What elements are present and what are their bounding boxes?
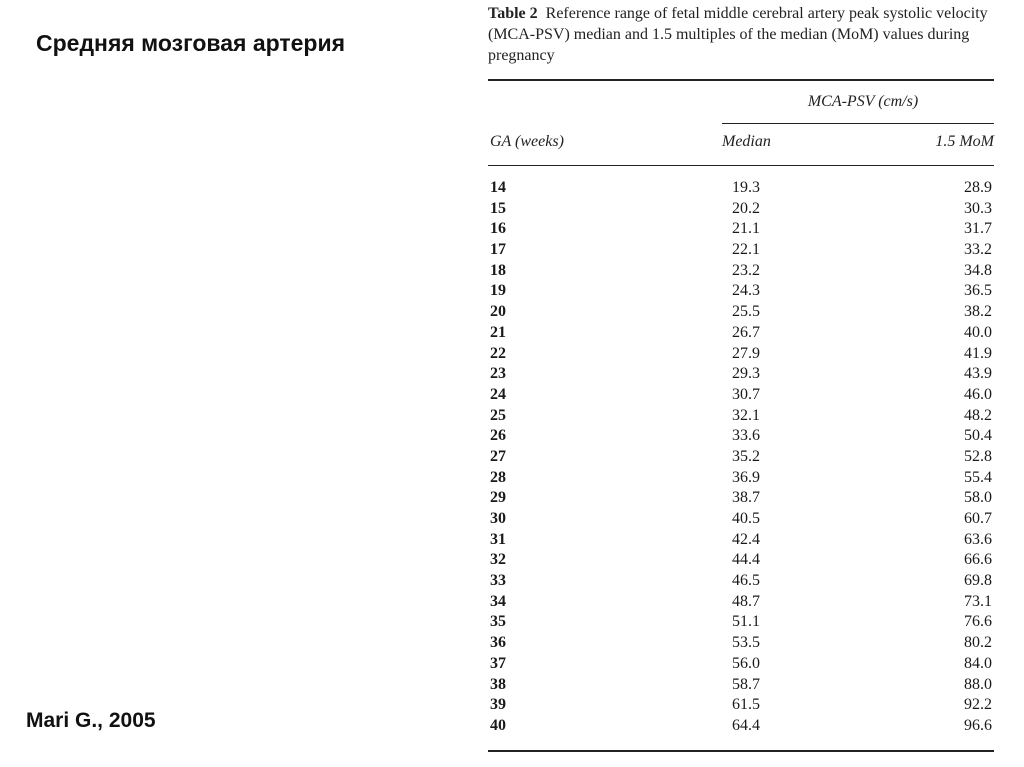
- cell-median: 24.3: [732, 282, 760, 300]
- cell-ga: 38: [490, 675, 506, 693]
- cell-ga: 18: [490, 261, 506, 279]
- cell-ga: 40: [490, 716, 506, 734]
- cell-mom: 66.6: [964, 551, 992, 569]
- citation: Mari G., 2005: [26, 709, 156, 732]
- table-row: [488, 695, 994, 716]
- table-caption-text: Reference range of fetal middle cerebral artery peak systolic velocity (MCA-PSV) median and 1.5 multiples of the median (MoM) values during pregnancy: [488, 5, 988, 64]
- cell-median: 23.2: [732, 261, 760, 279]
- cell-ga: 32: [490, 551, 506, 569]
- cell-median: 20.2: [732, 199, 760, 217]
- table-top-rule: [488, 79, 994, 81]
- table-row: [488, 530, 994, 551]
- group-header-rule: [722, 123, 994, 124]
- cell-median: 26.7: [732, 323, 760, 341]
- cell-median: 25.5: [732, 303, 760, 321]
- cell-mom: 60.7: [964, 510, 992, 527]
- cell-ga: 30: [490, 510, 506, 527]
- table-row: [488, 509, 994, 530]
- cell-mom: 96.6: [964, 716, 992, 734]
- cell-mom: 69.8: [964, 572, 992, 590]
- cell-mom: 34.8: [964, 261, 992, 279]
- cell-mom: 46.0: [964, 385, 992, 403]
- cell-median: 30.7: [732, 385, 760, 403]
- cell-ga: 37: [490, 654, 506, 672]
- table-row: [488, 447, 994, 468]
- cell-ga: 24: [490, 385, 506, 403]
- cell-ga: 19: [490, 282, 506, 300]
- cell-mom: 33.2: [964, 241, 992, 259]
- cell-median: 64.4: [732, 716, 760, 734]
- table-body: [488, 178, 994, 737]
- cell-ga: 33: [490, 572, 506, 590]
- cell-ga: 14: [490, 179, 506, 196]
- cell-median: 36.9: [732, 468, 760, 486]
- cell-ga: 27: [490, 447, 506, 465]
- cell-ga: 17: [490, 241, 506, 259]
- cell-ga: 25: [490, 406, 506, 424]
- cell-ga: 21: [490, 323, 506, 341]
- group-header: MCA-PSV (cm/s): [807, 93, 919, 110]
- cell-median: 42.4: [732, 530, 760, 548]
- cell-median: 44.4: [732, 551, 760, 569]
- cell-mom: 73.1: [964, 592, 992, 610]
- cell-ga: 26: [490, 427, 506, 445]
- cell-ga: 22: [490, 344, 506, 362]
- cell-ga: 28: [490, 468, 506, 486]
- cell-ga: 15: [490, 199, 506, 217]
- cell-mom: 30.3: [964, 199, 992, 217]
- cell-median: 27.9: [732, 344, 760, 362]
- cell-mom: 58.0: [964, 489, 992, 507]
- cell-median: 22.1: [732, 241, 760, 259]
- cell-mom: 50.4: [964, 427, 992, 445]
- table-row: [488, 716, 994, 737]
- table-row: [488, 675, 994, 696]
- cell-ga: 20: [490, 303, 506, 321]
- cell-ga: 35: [490, 613, 506, 631]
- table-row: [488, 468, 994, 489]
- cell-mom: 52.8: [964, 447, 992, 465]
- cell-mom: 40.0: [964, 323, 992, 341]
- cell-median: 46.5: [732, 572, 760, 590]
- cell-mom: 36.5: [964, 282, 992, 300]
- cell-ga: 39: [490, 696, 506, 714]
- table-row: [488, 488, 994, 509]
- header-mom: 1.5 MoM: [935, 133, 994, 150]
- header-ga: GA (weeks): [490, 133, 564, 150]
- table-row: [488, 240, 994, 261]
- table-row: [488, 323, 994, 344]
- cell-median: 21.1: [732, 220, 760, 238]
- cell-ga: 36: [490, 634, 506, 652]
- table-label: Table 2: [488, 5, 538, 22]
- cell-mom: 88.0: [964, 675, 992, 693]
- table-row: [488, 344, 994, 365]
- table-row: [488, 219, 994, 240]
- cell-median: 61.5: [732, 696, 760, 714]
- slide-title: Средняя мозговая артерия: [36, 30, 346, 56]
- cell-median: 35.2: [732, 447, 760, 465]
- table-row: [488, 550, 994, 571]
- cell-median: 29.3: [732, 365, 760, 383]
- cell-ga: 29: [490, 489, 506, 507]
- table-row: [488, 281, 994, 302]
- cell-mom: 76.6: [964, 613, 992, 631]
- cell-median: 58.7: [732, 675, 760, 693]
- header-median: Median: [722, 133, 771, 150]
- cell-median: 32.1: [732, 406, 760, 424]
- cell-mom: 48.2: [964, 406, 992, 424]
- cell-ga: 31: [490, 530, 506, 548]
- cell-mom: 43.9: [964, 365, 992, 383]
- cell-mom: 92.2: [964, 696, 992, 714]
- table-row: [488, 199, 994, 220]
- table-row: [488, 633, 994, 654]
- cell-mom: 80.2: [964, 634, 992, 652]
- table-row: [488, 426, 994, 447]
- cell-median: 19.3: [732, 179, 760, 196]
- cell-median: 56.0: [732, 654, 760, 672]
- table-row: [488, 612, 994, 633]
- cell-mom: 55.4: [964, 468, 992, 486]
- header-rule: [488, 165, 994, 166]
- table-row: [488, 261, 994, 282]
- cell-median: 48.7: [732, 592, 760, 610]
- cell-mom: 84.0: [964, 654, 992, 672]
- table-row: [488, 571, 994, 592]
- cell-mom: 41.9: [964, 344, 992, 362]
- cell-median: 53.5: [732, 634, 760, 652]
- cell-ga: 16: [490, 220, 506, 238]
- table-row: [488, 364, 994, 385]
- table-row: [488, 654, 994, 675]
- cell-ga: 34: [490, 592, 506, 610]
- cell-median: 40.5: [732, 510, 760, 527]
- table-row: [488, 592, 994, 613]
- cell-median: 33.6: [732, 427, 760, 445]
- cell-mom: 63.6: [964, 530, 992, 548]
- cell-mom: 38.2: [964, 303, 992, 321]
- table-caption: [488, 3, 996, 66]
- reference-table: [488, 0, 996, 767]
- cell-mom: 31.7: [964, 220, 992, 238]
- cell-ga: 23: [490, 365, 506, 383]
- table-bottom-rule: [488, 750, 994, 752]
- table-row: [488, 406, 994, 427]
- table-row: [488, 178, 994, 199]
- cell-median: 38.7: [732, 489, 760, 507]
- cell-mom: 28.9: [964, 179, 992, 196]
- table-row: [488, 385, 994, 406]
- table-row: [488, 302, 994, 323]
- cell-median: 51.1: [732, 613, 760, 631]
